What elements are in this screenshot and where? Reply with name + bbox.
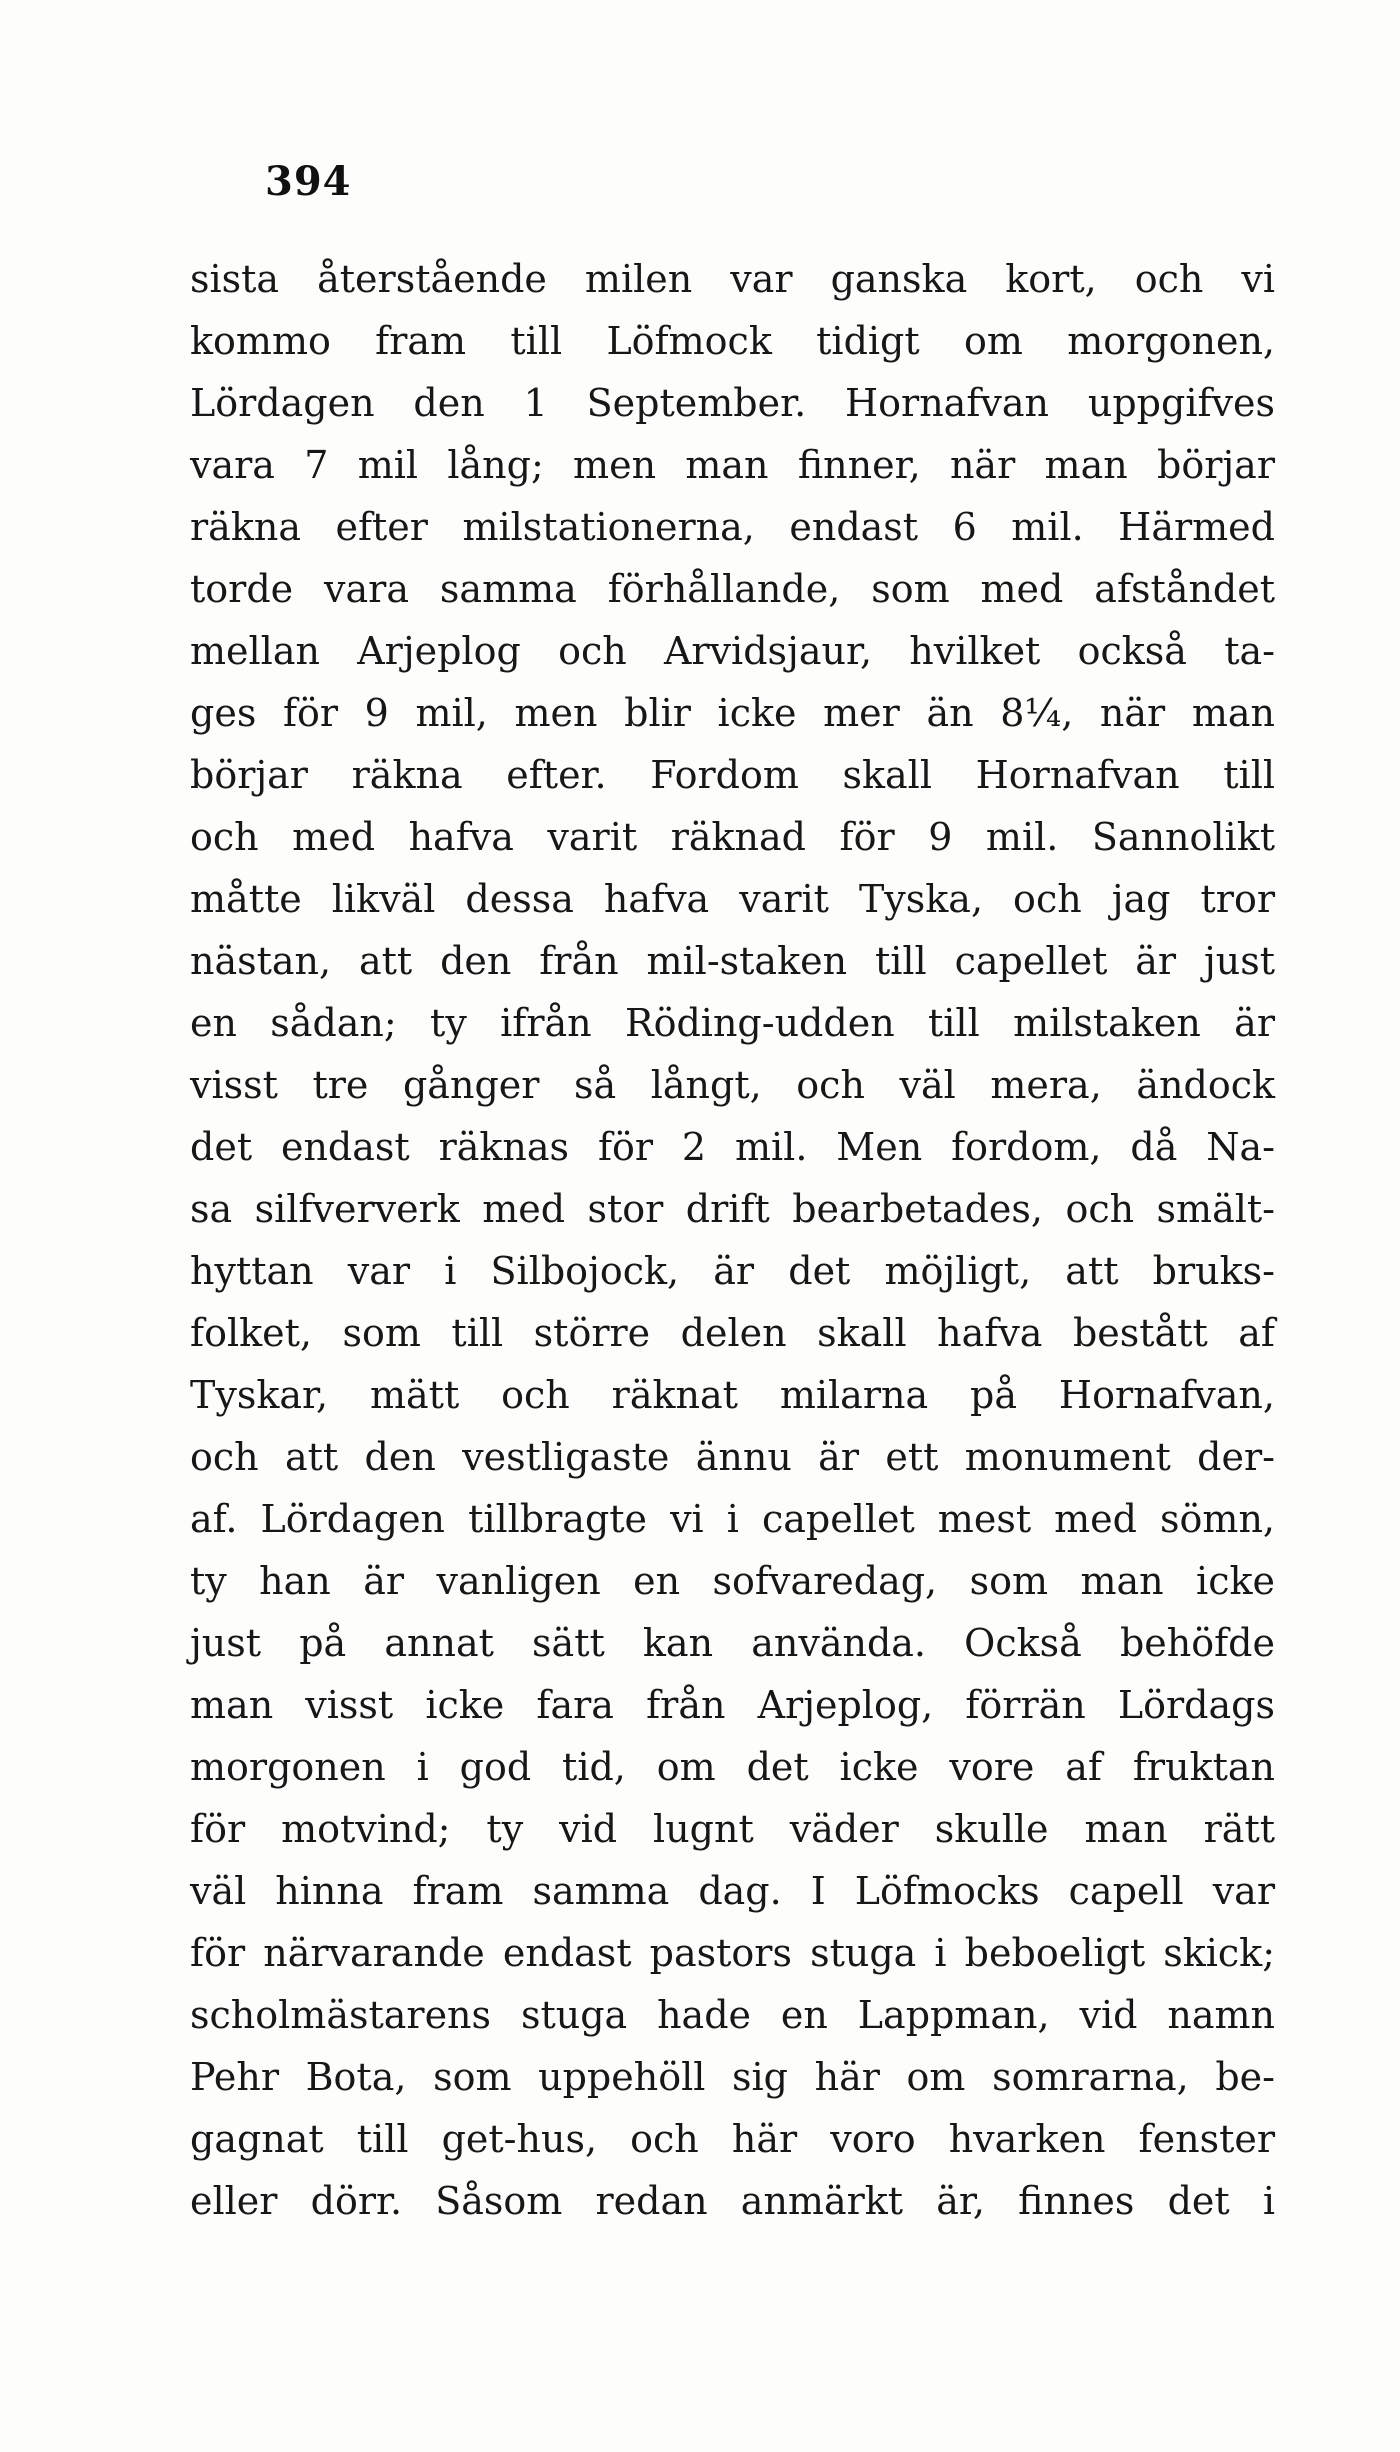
text-line: måtte likväl dessa hafva varit Tyska, och jag tror bbox=[190, 877, 1275, 921]
text-line: eller dörr. Såsom redan anmärkt är, finnes det i bbox=[190, 2179, 1275, 2223]
text-line: sa silfververk med stor drift bearbetades, och smält- bbox=[190, 1187, 1275, 1231]
text-line: räkna efter milstationerna, endast 6 mil. Härmed bbox=[190, 505, 1275, 549]
text-line: för närvarande endast pastors stuga i beboeligt skick; bbox=[190, 1931, 1275, 1975]
text-line: vara 7 mil lång; men man finner, när man börjar bbox=[190, 443, 1275, 487]
text-line: det endast räknas för 2 mil. Men fordom, då Na- bbox=[190, 1125, 1275, 1169]
text-line: folket, som till större delen skall hafva bestått af bbox=[190, 1311, 1275, 1355]
text-line: sista återstående milen var ganska kort, och vi bbox=[190, 257, 1275, 301]
text-line: för motvind; ty vid lugnt väder skulle man rätt bbox=[190, 1807, 1275, 1851]
text-line: Lördagen den 1 September. Hornafvan uppgifves bbox=[190, 381, 1275, 425]
text-line: morgonen i god tid, om det icke vore af fruktan bbox=[190, 1745, 1275, 1789]
text-line: af. Lördagen tillbragte vi i capellet mest med sömn, bbox=[190, 1497, 1275, 1541]
text-line: väl hinna fram samma dag. I Löfmocks capell var bbox=[190, 1869, 1275, 1913]
text-line: ty han är vanligen en sofvaredag, som man icke bbox=[190, 1559, 1275, 1603]
text-line: scholmästarens stuga hade en Lappman, vid namn bbox=[190, 1993, 1275, 2037]
text-line: hyttan var i Silbojock, är det möjligt, att bruks- bbox=[190, 1249, 1275, 1293]
text-line: och med hafva varit räknad för 9 mil. Sannolikt bbox=[190, 815, 1275, 859]
text-line: Pehr Bota, som uppehöll sig här om somrarna, be- bbox=[190, 2055, 1275, 2099]
text-line: mellan Arjeplog och Arvidsjaur, hvilket också ta- bbox=[190, 629, 1275, 673]
text-line: och att den vestligaste ännu är ett monument der- bbox=[190, 1435, 1275, 1479]
text-line: börjar räkna efter. Fordom skall Hornafvan till bbox=[190, 753, 1275, 797]
text-line: torde vara samma förhållande, som med afståndet bbox=[190, 567, 1275, 611]
page-number: 394 bbox=[265, 158, 352, 205]
text-line: en sådan; ty ifrån Röding-udden till milstaken är bbox=[190, 1001, 1275, 1045]
text-line: just på annat sätt kan använda. Också behöfde bbox=[190, 1621, 1275, 1665]
body-text bbox=[190, 248, 1275, 2232]
text-line: man visst icke fara från Arjeplog, förrän Lördags bbox=[190, 1683, 1275, 1727]
text-line: visst tre gånger så långt, och väl mera, ändock bbox=[190, 1063, 1275, 1107]
text-line: gagnat till get-hus, och här voro hvarken fenster bbox=[190, 2117, 1275, 2161]
text-line: nästan, att den från mil-staken till capellet är just bbox=[190, 939, 1275, 983]
text-line: kommo fram till Löfmock tidigt om morgonen, bbox=[190, 319, 1275, 363]
text-line: ges för 9 mil, men blir icke mer än 8¼, när man bbox=[190, 691, 1275, 735]
text-line: Tyskar, mätt och räknat milarna på Hornafvan, bbox=[190, 1373, 1275, 1417]
